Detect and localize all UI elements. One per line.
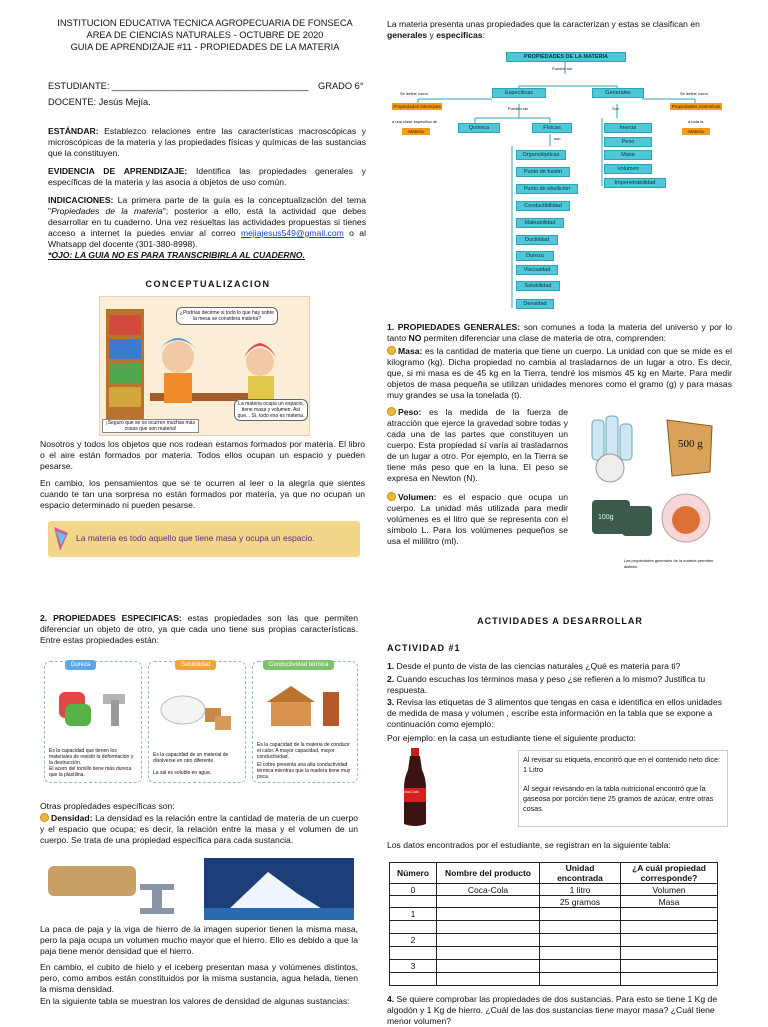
weight-label-500g: 500 g <box>678 438 703 450</box>
table-cell <box>540 973 621 986</box>
data-table <box>389 862 718 986</box>
indicaciones-text-2: "; posterior a ello, está la actividad que debes desarrollar en tu cuaderno. Una vez resueltas las actividades propuestas si tienes acceso a internet la puedes enviar al correo <box>48 206 366 238</box>
right-intro <box>387 19 732 41</box>
intro-paragraph-1: Nosotros y todos los objetos que nos rodean estamos formados por materia. El libro o el aire están formados por materia. Todos ellos ocupan un espacio y pueden pesarse. <box>40 439 365 471</box>
question-4-text: Se quiere comprobar las propiedades de dos sustancias. Para esto se tiene 1 Kg de algodón y 1 Kg de hierro. ¿Cuál de las dos sustancias tiene mayor masa? ¿Cuál tiene menor volumen? <box>387 994 718 1026</box>
table-cell: Coca-Cola <box>437 884 540 896</box>
table-header-row <box>390 863 718 884</box>
table-cell: Masa <box>621 896 718 908</box>
generales-heading: 1. PROPIEDADES GENERALES: <box>387 322 521 332</box>
card-extra-conductividad: El cobre presenta una alta conductividad térmica mientras que la madera tiene muy poca. <box>257 762 351 780</box>
table-cell <box>437 947 540 960</box>
table-cell <box>540 934 621 947</box>
table-cell <box>621 908 718 921</box>
question-3 <box>387 697 732 730</box>
product-info-box <box>518 750 728 827</box>
table-cell: 1 <box>390 908 437 921</box>
card-dureza <box>44 661 142 783</box>
right-intro-end: : <box>482 30 485 40</box>
card-tag-conductividad: Conductividad térmica <box>263 660 334 670</box>
info-box-2: Al seguir revisando en la tabla nutricional encontró que la gaseosa por porción tiene 25 gramos de azúcar, entre otras cosas. <box>523 784 714 813</box>
salt-icon <box>155 678 239 738</box>
grade-label: GRADO 6° <box>318 81 364 91</box>
bullet-icon <box>387 346 396 355</box>
cartoon-illustration <box>99 296 310 436</box>
table-cell <box>437 934 540 947</box>
question-2-number: 2. <box>387 674 395 684</box>
volumen-paragraph <box>387 492 568 547</box>
map-se-define-left: Se define como <box>400 91 428 96</box>
question-1 <box>387 661 732 672</box>
definition-banner <box>48 521 360 557</box>
map-intensivas: Propiedades intensivas <box>393 104 441 109</box>
screw-icon <box>51 682 135 730</box>
card-extra-dureza: El acero del tornillo tiene más dureza que la plastilina. <box>49 766 132 778</box>
school-header <box>40 17 370 53</box>
indicaciones-italic: Propiedades de la materia <box>51 206 163 216</box>
map-clase-especifica: a una clase específica de <box>392 119 438 124</box>
generales-text-2: permiten diferenciar una clase de materia de otra, comprenden: <box>421 333 666 343</box>
table-row <box>390 908 718 921</box>
table-cell: 25 gramos <box>540 896 621 908</box>
right-intro-mid: y <box>427 30 437 40</box>
masa-label: Masa: <box>398 346 423 356</box>
especificas-intro <box>40 613 358 646</box>
example-text: Por ejemplo: en la casa un estudiante tiene el siguiente producto: <box>387 733 636 743</box>
right-intro-generales: generales <box>387 30 428 40</box>
table-cell <box>437 896 540 908</box>
card-desc-solubilidad: Es la capacidad de un material de disolverse en otro diferente. <box>153 752 229 764</box>
table-cell: Volumen <box>621 884 718 896</box>
banner-text: La materia es todo aquello que tiene masa y ocupa un espacio. <box>76 533 315 543</box>
table-cell <box>390 947 437 960</box>
table-cell <box>437 960 540 973</box>
otras-text: Otras propiedades específicas son: <box>40 801 175 811</box>
card-solubilidad <box>148 661 246 783</box>
map-general-item-4: Impenetrabilidad <box>604 178 666 188</box>
map-materia-left: Materia <box>402 128 430 135</box>
especificas-text: estas propiedades son las que permiten diferenciar un objeto de otro, ya que cada uno tiene sus propias características. Entre estas propiedades están: <box>40 613 358 645</box>
table-cell <box>621 934 718 947</box>
table-cell <box>540 947 621 960</box>
peso-paragraph <box>387 407 568 484</box>
table-cell <box>437 973 540 986</box>
map-generales: Generales <box>592 88 644 98</box>
info-box-1: Al revisar su etiqueta, encontró que en el contenido neto dice: 1 Litro <box>523 755 720 774</box>
map-general-item-1: Peso <box>604 137 652 147</box>
masa-text: es la cantidad de materia que tiene un cuerpo. La unidad con que se mide es el kilogramo (kg). Dicha propiedad no cambia al trasladarnos de un lugar a otro. Es decir, que, si mi masa es de 45 kg en la Tierra, tendré los mismos 45 kg en Marte. Para medir objetos de masa pequeña se utilizan unidades menores como el gramo (g) y para masas muy grandes se usa la tonelada (t). <box>387 346 732 400</box>
peso-label: Peso: <box>398 407 422 417</box>
table-cell <box>621 947 718 960</box>
map-general-item-2: Masa <box>604 150 652 160</box>
table-cell <box>621 921 718 934</box>
indicaciones-text-1: La primera parte de la guía es la conceptualización del tema " <box>48 195 366 216</box>
card-desc-dureza: Es la capacidad que tienen los materiales de resistir la deformación y la destrucción. <box>49 748 134 766</box>
density-p2: En cambio, el cubito de hielo y el iceberg presentan masa y volúmenes distintos, pero, como ambos están constituidos por la misma sustancia, agua helada, tienen la misma densidad. <box>40 962 358 994</box>
intro-paragraph-2: En cambio, los pensamientos que se te ocurren al leer o la alegría que sientes cuando te tan una sorpresa no están formados por materia, ya que no ocupan un espacio determinado ni pueden pesarse. <box>40 478 365 510</box>
map-physical-item-8: Solubilidad <box>516 281 560 291</box>
question-3-text: Revisa las etiquetas de 3 alimentos que tengas en casa e identifica en ellos unidades de medida de masa y volumen , escribe esta información en la tabla que se expone a continuación como ejemplo: <box>387 697 722 729</box>
question-2 <box>387 674 732 696</box>
ojo-note: *OJO: LA GUIA NO ES PARA TRANSCRIBIRLA AL CUADERNO. <box>48 250 305 260</box>
map-se-define-right: Se define como <box>680 91 708 96</box>
evidencia-text: Identifica las propiedades generales y específicas de la materia y las asocia a objetos de uso común. <box>48 166 366 187</box>
generales-no: NO <box>408 333 422 343</box>
table-cell <box>390 921 437 934</box>
estandar-label: ESTÁNDAR: <box>48 126 99 136</box>
student-field <box>48 81 368 92</box>
right-intro-text: La materia presenta unas propiedades que la caracterizan y estas se clasifican en <box>387 19 700 29</box>
map-son-2: son <box>554 136 561 141</box>
table-header-propiedad: ¿A cuál propiedad corresponde? <box>621 863 718 884</box>
table-cell <box>390 896 437 908</box>
indicaciones-paragraph <box>48 195 366 261</box>
header-line-1: INSTITUCION EDUCATIVA TECNICA AGROPECUARIA DE FONSECA <box>57 18 353 28</box>
table-row <box>390 896 718 908</box>
table-cell: 2 <box>390 934 437 947</box>
question-4-number: 4. <box>387 994 395 1004</box>
density-image <box>48 858 354 920</box>
map-physical-item-4: Maleabilidad <box>516 218 564 228</box>
table-cell: 0 <box>390 884 437 896</box>
densidad-text: La densidad es la relación entre la cantidad de materia de un cuerpo y el espacio que ocupa; es decir, la relación entre la masa y el volumen de un cuerpo. Se trata de una propiedad específica para cada sustancia. <box>40 813 358 845</box>
table-header-unidad: Unidad encontrada <box>540 863 621 884</box>
bullet-icon <box>40 813 49 822</box>
densidad-label: Densidad: <box>51 813 93 823</box>
densidad-paragraph <box>40 813 358 846</box>
map-root: PROPIEDADES DE LA MATERIA <box>506 52 626 62</box>
map-physical-item-5: Ductilidad <box>516 235 558 245</box>
masa-paragraph <box>387 346 732 401</box>
bullet-icon <box>387 492 396 501</box>
concept-title: CONCEPTUALIZACION <box>145 279 271 289</box>
map-general-item-3: Volumen <box>604 164 652 174</box>
straw-iron-iceberg-drawing <box>48 858 354 920</box>
table-row <box>390 960 718 973</box>
table-cell: 1 litro <box>540 884 621 896</box>
map-physical-item-0: Organolépticas <box>516 150 566 160</box>
density-p3: En la siguiente tabla se muestran los valores de densidad de algunas sustancias: <box>40 996 350 1006</box>
header-line-3: GUIA DE APRENDIZAJE #11 - PROPIEDADES DE LA MATERIA <box>70 42 340 52</box>
cartoon-caption: ¡Seguro que se os ocurren muchas más cosas que son materia! <box>102 419 199 433</box>
map-pueden-ser: Pueden ser <box>552 66 573 71</box>
question-1-text: Desde el punto de vista de las ciencias naturales ¿Qué es materia para ti? <box>394 661 681 671</box>
question-1-number: 1. <box>387 661 395 671</box>
speech-bubble-question: ¿Podrías decirme si todo lo que hay sobre la mesa se considera materia? <box>176 307 278 325</box>
map-general-item-0: Inercia <box>604 123 652 133</box>
table-cell <box>437 921 540 934</box>
map-extensivas: Propiedades extensivas <box>671 104 721 109</box>
teacher-field: DOCENTE: Jesús Mejía. <box>48 97 151 107</box>
table-row <box>390 884 718 896</box>
bottle-icon <box>400 748 430 828</box>
properties-drawing <box>582 410 722 560</box>
map-physical-item-2: Punto de ebullición <box>516 184 578 194</box>
estandar-paragraph <box>48 126 366 159</box>
map-materia-right: Materia <box>682 128 710 135</box>
peso-text: es la medida de la fuerza de atracción que ejerce la gravedad sobre todas y cada una de las partes que constituyen un cuerpo. Esta propiedad sí varía al trasladarnos de un lugar a otro. Por ejemplo, en la Tierra se tiene más peso que en la luna. El peso se expresa en Newton (N). <box>387 407 568 483</box>
card-conductividad <box>252 661 358 783</box>
weight-label-100g: 100g <box>598 514 614 521</box>
table-cell <box>621 960 718 973</box>
card-desc-conductividad: Es la capacidad de la materia de conducir el calor. A mayor capacidad, mayor conductividad. <box>257 742 350 760</box>
volumen-text: es el espacio que ocupa un cuerpo. La unidad más utilizada para medir volúmenes es el litro que se representa con el símbolo L. Para los volúmenes pequeños se usa el mililitro (ml). <box>387 492 568 546</box>
concept-map <box>390 46 740 312</box>
map-toda-la: a toda la <box>688 119 704 124</box>
bottle-brand: Coca-Cola <box>402 790 419 794</box>
email-link[interactable]: mejiajesus549@gmail.com <box>240 228 344 238</box>
table-cell <box>540 960 621 973</box>
especificas-heading: 2. PROPIEDADES ESPECIFICAS: <box>40 613 182 623</box>
generales-text-1: son comunes a toda la materia del universo y por lo tanto <box>387 322 733 343</box>
volumen-label: Volumen: <box>398 492 437 502</box>
question-3-number: 3. <box>387 697 395 707</box>
activity-subtitle: ACTIVIDAD #1 <box>387 643 461 653</box>
pencil-icon <box>50 525 72 553</box>
table-cell: 3 <box>390 960 437 973</box>
specific-properties-cards <box>40 657 358 787</box>
right-intro-especificas: específicas <box>436 30 483 40</box>
evidencia-paragraph <box>48 166 366 188</box>
table-cell <box>390 973 437 986</box>
general-properties-image <box>582 410 722 570</box>
card-tag-dureza: Dureza <box>65 660 96 670</box>
map-physical-item-3: Conductibilidad <box>516 201 570 211</box>
house-icon <box>257 678 353 734</box>
table-cell <box>540 908 621 921</box>
table-row <box>390 921 718 934</box>
question-4 <box>387 994 732 1027</box>
generales-intro <box>387 322 732 344</box>
student-label: ESTUDIANTE: ______________________________________ <box>48 81 309 91</box>
card-tag-solubilidad: Solubilidad <box>175 660 216 670</box>
table-cell <box>437 908 540 921</box>
table-cell <box>621 973 718 986</box>
table-header-numero: Número <box>390 863 437 884</box>
header-line-2: AREA DE CIENCIAS NATURALES - OCTUBRE DE 2020 <box>86 30 324 40</box>
datos-text: Los datos encontrados por el estudiante, se registran en la siguiente tabla: <box>387 840 671 850</box>
map-physical-item-9: Densidad <box>516 299 554 309</box>
activities-title: ACTIVIDADES A DESARROLLAR <box>477 616 643 626</box>
table-header-nombre: Nombre del producto <box>437 863 540 884</box>
table-row <box>390 973 718 986</box>
map-quimica: Química <box>458 123 500 133</box>
table-row <box>390 934 718 947</box>
density-p1: La paca de paja y la viga de hierro de la imagen superior tienen la misma masa, pero la paja ocupa un volumen mucho mayor que el hierro. Ello es debido a que la paja tiene menor densidad que el hierro. <box>40 924 358 956</box>
question-2-text: Cuando escuchas los términos masa y peso ¿se refieren a lo mismo? Justifica tu respuesta. <box>387 674 706 695</box>
estandar-text: Establezco relaciones entre las características macroscópicas y microscópicas de la materia y las propiedades físicas y químicas de las sustancias que la constituyen. <box>48 126 366 158</box>
map-fisicas: Físicas <box>532 123 572 133</box>
evidencia-label: EVIDENCIA DE APRENDIZAJE: <box>48 166 188 176</box>
speech-bubble-answer: La materia ocupa un espacio, tiene masa y volumen. Así que... Sí, todo eso es materia. <box>234 399 308 421</box>
map-physical-item-1: Punto de fusión <box>516 167 570 177</box>
indicaciones-label: INDICACIONES: <box>48 195 114 205</box>
map-physical-item-7: Viscosidad <box>516 265 558 275</box>
map-pueden-ser-2: Pueden ser <box>508 106 529 111</box>
image-caption: Las propiedades generales de la materia permiten distinta. <box>624 558 714 569</box>
map-son: Son <box>612 106 620 111</box>
card-extra-solubilidad: La sal es soluble en agua. <box>153 770 212 776</box>
concept-map-lines <box>390 46 740 312</box>
bullet-icon <box>387 407 396 416</box>
table-row <box>390 947 718 960</box>
indicaciones-text-3: o al Whatsapp del docente (301-380-8998). <box>48 228 366 249</box>
table-cell <box>540 921 621 934</box>
map-physical-item-6: Dureza <box>516 251 554 261</box>
map-especificas: Específicas <box>492 88 546 98</box>
